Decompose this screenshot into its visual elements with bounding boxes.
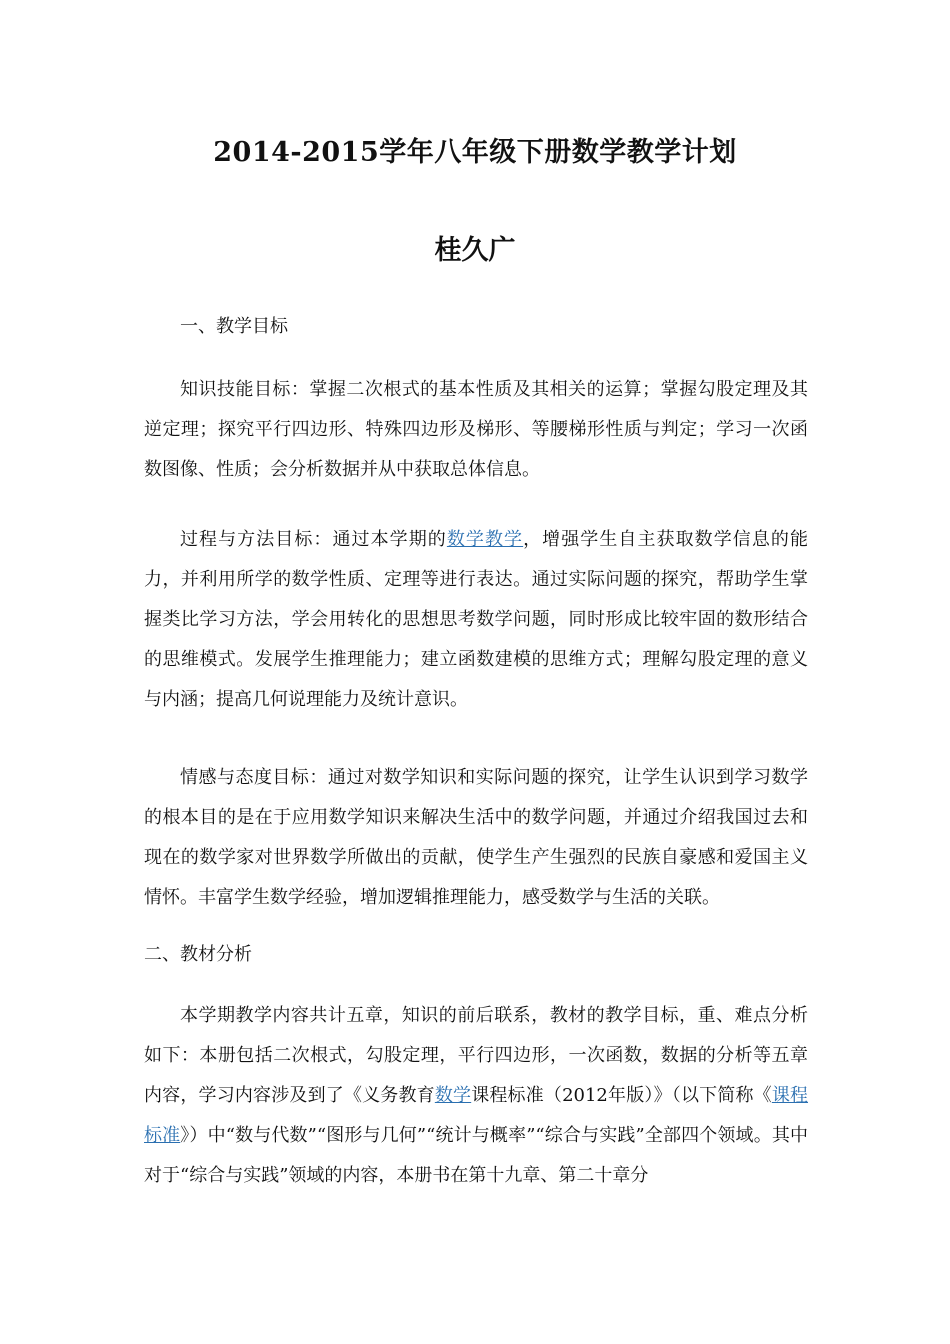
- link-math-teaching[interactable]: 数学教学: [446, 529, 524, 550]
- paragraph-text: ，增强学生自主获取数学信息的能力，并利用所学的数学性质、定理等进行表达。通过实际问题的探究，帮助学生掌握类比学习方法，学会用转化的思想思考数学问题，同时形成比较牢固的数形结合的思维模式。发展学生推理能力；建立函数建模的思维方式；理解勾股定理的意义与内涵；提高几何说理能力及统计意识。: [144, 529, 808, 710]
- paragraph-text: 本学期教学内容共计五章，知识的前后联系，教材的教学目标，重、难点分析如下：本册包括二次根式，勾股定理，平行四边形，一次函数，数据的分析等五章内容，学习内容涉及到了《义务教育: [144, 1005, 808, 1106]
- paragraph-text: 课程标准（2012年版）》（以下简称《: [471, 1085, 772, 1106]
- link-curriculum-standard[interactable]: 课程标准: [144, 1085, 809, 1146]
- paragraph-textbook-analysis: [144, 996, 808, 1196]
- paragraph-knowledge-goals: 知识技能目标：掌握二次根式的基本性质及其相关的运算；掌握勾股定理及其逆定理；探究平行四边形、特殊四边形及梯形、等腰梯形性质与判定；学习一次函数图像、性质；会分析数据并从中获取总体信息。: [144, 379, 808, 480]
- document-author: 桂久广: [434, 235, 516, 266]
- paragraph-process-goals: [144, 520, 808, 720]
- section-heading-objectives: 一、教学目标: [180, 316, 288, 337]
- paragraph-attitude-goals: 情感与态度目标：通过对数学知识和实际问题的探究，让学生认识到学习数学的根本目的是在于应用数学知识来解决生活中的数学问题，并通过介绍我国过去和现在的数学家对世界数学所做出的贡献，使学生产生强烈的民族自豪感和爱国主义情怀。丰富学生数学经验，增加逻辑推理能力，感受数学与生活的关联。: [144, 767, 808, 908]
- document-title: 2014-2015学年八年级下册数学教学计划: [213, 137, 737, 168]
- paragraph-text: 》）中“数与代数”“图形与几何”“统计与概率”“综合与实践”全部四个领域。其中对于“综合与实践”领域的内容，本册书在第十九章、第二十章分: [144, 1125, 808, 1186]
- link-math[interactable]: 数学: [434, 1085, 472, 1106]
- section-heading-analysis: 二、教材分析: [144, 944, 252, 965]
- paragraph-text: 过程与方法目标：通过本学期的: [180, 529, 447, 550]
